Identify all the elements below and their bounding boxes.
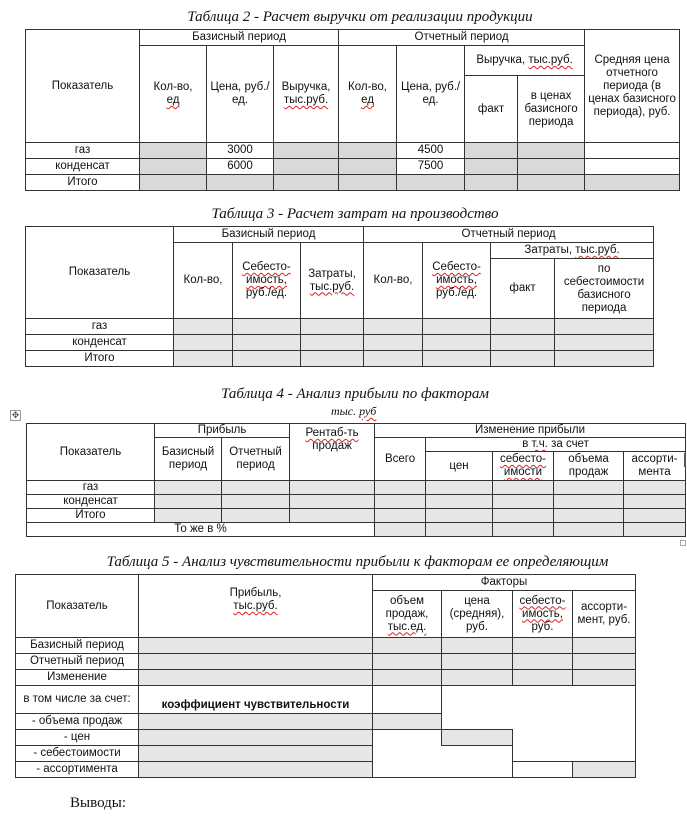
header-indicator: Показатель xyxy=(26,227,174,319)
cell[interactable] xyxy=(513,638,573,654)
table4-profit-factors xyxy=(26,423,686,537)
cell-avg-price[interactable] xyxy=(585,143,680,159)
cell-profit[interactable] xyxy=(139,714,373,730)
cell[interactable] xyxy=(155,481,222,495)
cell[interactable] xyxy=(426,523,493,537)
cell[interactable] xyxy=(373,654,442,670)
cell[interactable] xyxy=(426,481,493,495)
table-row xyxy=(16,762,636,778)
cell[interactable] xyxy=(375,481,426,495)
table3-costs xyxy=(25,226,654,367)
cell[interactable] xyxy=(493,523,554,537)
cell[interactable] xyxy=(624,495,686,509)
cell-price-base[interactable]: 3000 xyxy=(207,143,274,159)
header-indicator: Показатель xyxy=(26,30,140,143)
header-by-base-cost: по себестоимости базисного периода xyxy=(555,259,654,319)
cell[interactable] xyxy=(554,495,624,509)
cell[interactable] xyxy=(423,319,491,335)
cell-price-report[interactable] xyxy=(397,175,465,191)
header-report-period: Отчетный период xyxy=(339,30,585,46)
cell[interactable] xyxy=(301,335,364,351)
cell[interactable] xyxy=(555,351,654,367)
table2-revenue xyxy=(25,29,680,191)
table-row xyxy=(26,175,680,191)
header-volume: объем продаж, тыс.ед. xyxy=(373,591,442,638)
table5-sensitivity xyxy=(15,574,636,778)
header-profit: Прибыль, тыс.руб. xyxy=(139,575,373,638)
cell-coef-volume[interactable] xyxy=(373,714,442,730)
cell[interactable] xyxy=(364,335,423,351)
cell[interactable] xyxy=(301,319,364,335)
table-row xyxy=(26,335,654,351)
header-in-base-prices: в ценах базисного периода xyxy=(518,76,585,143)
row-label: - объема продаж xyxy=(16,714,139,730)
table2-caption: Таблица 2 - Расчет выручки от реализации продукции xyxy=(187,9,533,25)
cell-fact[interactable] xyxy=(465,143,518,159)
cell[interactable] xyxy=(155,495,222,509)
cell-in-base-prices[interactable] xyxy=(518,143,585,159)
header-expenses-base: Затраты, тыс.руб. xyxy=(301,243,364,319)
row-label: конденсат xyxy=(27,495,155,509)
header-revenue-group: Выручка, тыс.руб. xyxy=(465,46,585,76)
cell-qty-base[interactable] xyxy=(140,159,207,175)
cell-in-base-prices[interactable] xyxy=(518,175,585,191)
cell[interactable] xyxy=(554,523,624,537)
cell-fact[interactable] xyxy=(465,175,518,191)
cell[interactable] xyxy=(555,335,654,351)
header-base-period: Базисный период xyxy=(140,30,339,46)
cell-qty-report[interactable] xyxy=(339,175,397,191)
cell[interactable] xyxy=(513,670,573,686)
row-label-percent: То же в % xyxy=(27,523,375,537)
table-row xyxy=(26,319,654,335)
table-row xyxy=(16,670,636,686)
header-base-period: Базисный период xyxy=(155,438,222,481)
row-label: газ xyxy=(26,143,140,159)
cell[interactable] xyxy=(493,481,554,495)
cell[interactable] xyxy=(233,319,301,335)
cell-price-report[interactable]: 4500 xyxy=(397,143,465,159)
cell-qty-report[interactable] xyxy=(339,159,397,175)
cell-qty-report[interactable] xyxy=(339,143,397,159)
cell[interactable] xyxy=(493,495,554,509)
cell[interactable] xyxy=(493,509,554,523)
header-cost-base: Себесто- имость, руб./ед. xyxy=(233,243,301,319)
table3-caption: Таблица 3 - Расчет затрат на производство xyxy=(211,206,499,222)
cell[interactable] xyxy=(573,654,636,670)
cell[interactable] xyxy=(426,495,493,509)
cell[interactable] xyxy=(573,638,636,654)
header-profit-change: Изменение прибыли xyxy=(375,424,686,438)
header-total: Всего xyxy=(375,438,426,481)
cell[interactable] xyxy=(301,351,364,367)
cell-revenue-base[interactable] xyxy=(274,159,339,175)
conclusions-label: Выводы: xyxy=(70,795,127,811)
cell-empty xyxy=(513,762,573,778)
cell[interactable] xyxy=(423,335,491,351)
row-label-including: в том числе за счет: xyxy=(16,686,139,714)
row-label: Базисный период xyxy=(16,638,139,654)
cell[interactable] xyxy=(174,319,233,335)
cell-price-base[interactable] xyxy=(207,175,274,191)
cell[interactable] xyxy=(375,509,426,523)
header-factors: Факторы xyxy=(373,575,636,591)
header-profit: Прибыль xyxy=(155,424,290,438)
cell-revenue-base[interactable] xyxy=(274,175,339,191)
cell[interactable] xyxy=(573,670,636,686)
cell-price-report[interactable]: 7500 xyxy=(397,159,465,175)
header-fact: факт xyxy=(465,76,518,143)
cell-avg-price[interactable] xyxy=(585,159,680,175)
header-indicator: Показатель xyxy=(27,424,155,481)
cell[interactable] xyxy=(233,351,301,367)
table-resize-handle-icon[interactable] xyxy=(680,540,686,546)
cell-empty xyxy=(373,730,442,778)
cell[interactable] xyxy=(222,495,290,509)
header-avg-price: Средняя цена отчетного периода (в ценах базисного периода), руб. xyxy=(585,30,680,143)
cell-qty-base[interactable] xyxy=(140,143,207,159)
cell[interactable] xyxy=(155,509,222,523)
row-label: Изменение xyxy=(16,670,139,686)
header-prices: цен xyxy=(426,452,493,481)
cell[interactable] xyxy=(290,509,375,523)
cell[interactable] xyxy=(290,481,375,495)
cell-empty xyxy=(442,686,636,730)
header-report-period: Отчетный период xyxy=(364,227,654,243)
cell[interactable] xyxy=(373,686,442,714)
table-row xyxy=(16,638,636,654)
cell[interactable] xyxy=(174,335,233,351)
table-row xyxy=(16,654,636,670)
cell-fact[interactable] xyxy=(465,159,518,175)
table-row xyxy=(27,481,686,495)
cell-revenue-base[interactable] xyxy=(274,143,339,159)
cell-profit[interactable] xyxy=(139,746,373,762)
cell-profit[interactable] xyxy=(139,762,373,778)
cell-profit[interactable] xyxy=(139,730,373,746)
cell[interactable] xyxy=(373,670,442,686)
header-base-period: Базисный период xyxy=(174,227,364,243)
header-qty-report: Кол-во, ед xyxy=(339,46,397,143)
header-qty-report: Кол-во, xyxy=(364,243,423,319)
table4-unit: тыс. руб xyxy=(331,404,377,418)
cell[interactable] xyxy=(364,319,423,335)
header-qty-base: Кол-во, ед xyxy=(140,46,207,143)
table-row-percent xyxy=(27,523,686,537)
header-fact: факт xyxy=(491,259,555,319)
table-row xyxy=(26,351,654,367)
table4-caption: Таблица 4 - Анализ прибыли по факторам xyxy=(221,386,489,402)
cell[interactable] xyxy=(624,481,686,495)
row-label: - цен xyxy=(16,730,139,746)
cell-price-base[interactable]: 6000 xyxy=(207,159,274,175)
cell[interactable] xyxy=(442,638,513,654)
header-including: в т.ч. за счет xyxy=(426,438,686,452)
header-indicator: Показатель xyxy=(16,575,139,638)
cell[interactable] xyxy=(426,509,493,523)
row-label: конденсат xyxy=(26,159,140,175)
cell[interactable] xyxy=(554,509,624,523)
header-price-base: Цена, руб./ед. xyxy=(207,46,274,143)
row-label: - себестоимости xyxy=(16,746,139,762)
row-label: газ xyxy=(26,319,174,335)
cell[interactable] xyxy=(375,495,426,509)
table-move-handle-icon[interactable]: ✥ xyxy=(11,410,20,420)
row-label: Отчетный период xyxy=(16,654,139,670)
cell-in-base-prices[interactable] xyxy=(518,159,585,175)
table-row xyxy=(26,143,680,159)
cell[interactable] xyxy=(442,670,513,686)
row-label: Итого xyxy=(26,351,174,367)
table-row xyxy=(27,495,686,509)
cell[interactable] xyxy=(555,319,654,335)
header-price: цена (средняя), руб. xyxy=(442,591,513,638)
table-row xyxy=(27,509,686,523)
cell[interactable] xyxy=(375,523,426,537)
cell-qty-base[interactable] xyxy=(140,175,207,191)
cell[interactable] xyxy=(364,351,423,367)
header-report-period: Отчетный период xyxy=(222,438,290,481)
header-price-report: Цена, руб./ед. xyxy=(397,46,465,143)
row-label: Итого xyxy=(26,175,140,191)
cell[interactable] xyxy=(624,509,686,523)
table-edge-marker xyxy=(684,453,686,467)
cell[interactable] xyxy=(491,335,555,351)
header-qty-base: Кол-во, xyxy=(174,243,233,319)
header-expenses-group: Затраты, тыс.руб. xyxy=(491,243,654,259)
cell[interactable] xyxy=(423,351,491,367)
header-profitability: Рентаб-ть продаж xyxy=(290,424,375,481)
cell-profit[interactable] xyxy=(139,654,373,670)
cell-profit[interactable] xyxy=(139,638,373,654)
cell[interactable] xyxy=(624,523,686,537)
table-row xyxy=(26,159,680,175)
cell[interactable] xyxy=(290,495,375,509)
cell-avg-price[interactable] xyxy=(585,175,680,191)
row-label: - ассортимента xyxy=(16,762,139,778)
cell[interactable] xyxy=(491,351,555,367)
cell[interactable] xyxy=(222,509,290,523)
header-volume: объема продаж xyxy=(554,452,624,481)
cell[interactable] xyxy=(491,319,555,335)
sensitivity-coefficient-label: коэффициент чувствительности xyxy=(139,686,373,714)
row-label: конденсат xyxy=(26,335,174,351)
cell-coef-price[interactable] xyxy=(442,730,513,746)
header-assortment: ассорти-мент, руб. xyxy=(573,591,636,638)
cell[interactable] xyxy=(442,654,513,670)
cell[interactable] xyxy=(174,351,233,367)
header-cost: себесто- имость, руб. xyxy=(513,591,573,638)
header-assortment: ассорти-мента xyxy=(624,452,686,481)
header-revenue-base: Выручка, тыс.руб. xyxy=(274,46,339,143)
cell-empty xyxy=(513,730,636,762)
table5-caption: Таблица 5 - Анализ чувствительности прибыли к факторам ее определяющим xyxy=(106,554,609,570)
cell[interactable] xyxy=(222,481,290,495)
cell[interactable] xyxy=(233,335,301,351)
row-label: Итого xyxy=(27,509,155,523)
cell-empty xyxy=(442,746,513,778)
cell[interactable] xyxy=(554,481,624,495)
table-row xyxy=(16,730,636,746)
header-cost-report: Себесто- имость, руб./ед. xyxy=(423,243,491,319)
cell[interactable] xyxy=(513,654,573,670)
cell[interactable] xyxy=(373,638,442,654)
cell-profit[interactable] xyxy=(139,670,373,686)
header-cost: себесто- имости xyxy=(493,452,554,481)
table-row-including xyxy=(16,686,636,714)
row-label: газ xyxy=(27,481,155,495)
cell-coef-assortment[interactable] xyxy=(573,762,636,778)
